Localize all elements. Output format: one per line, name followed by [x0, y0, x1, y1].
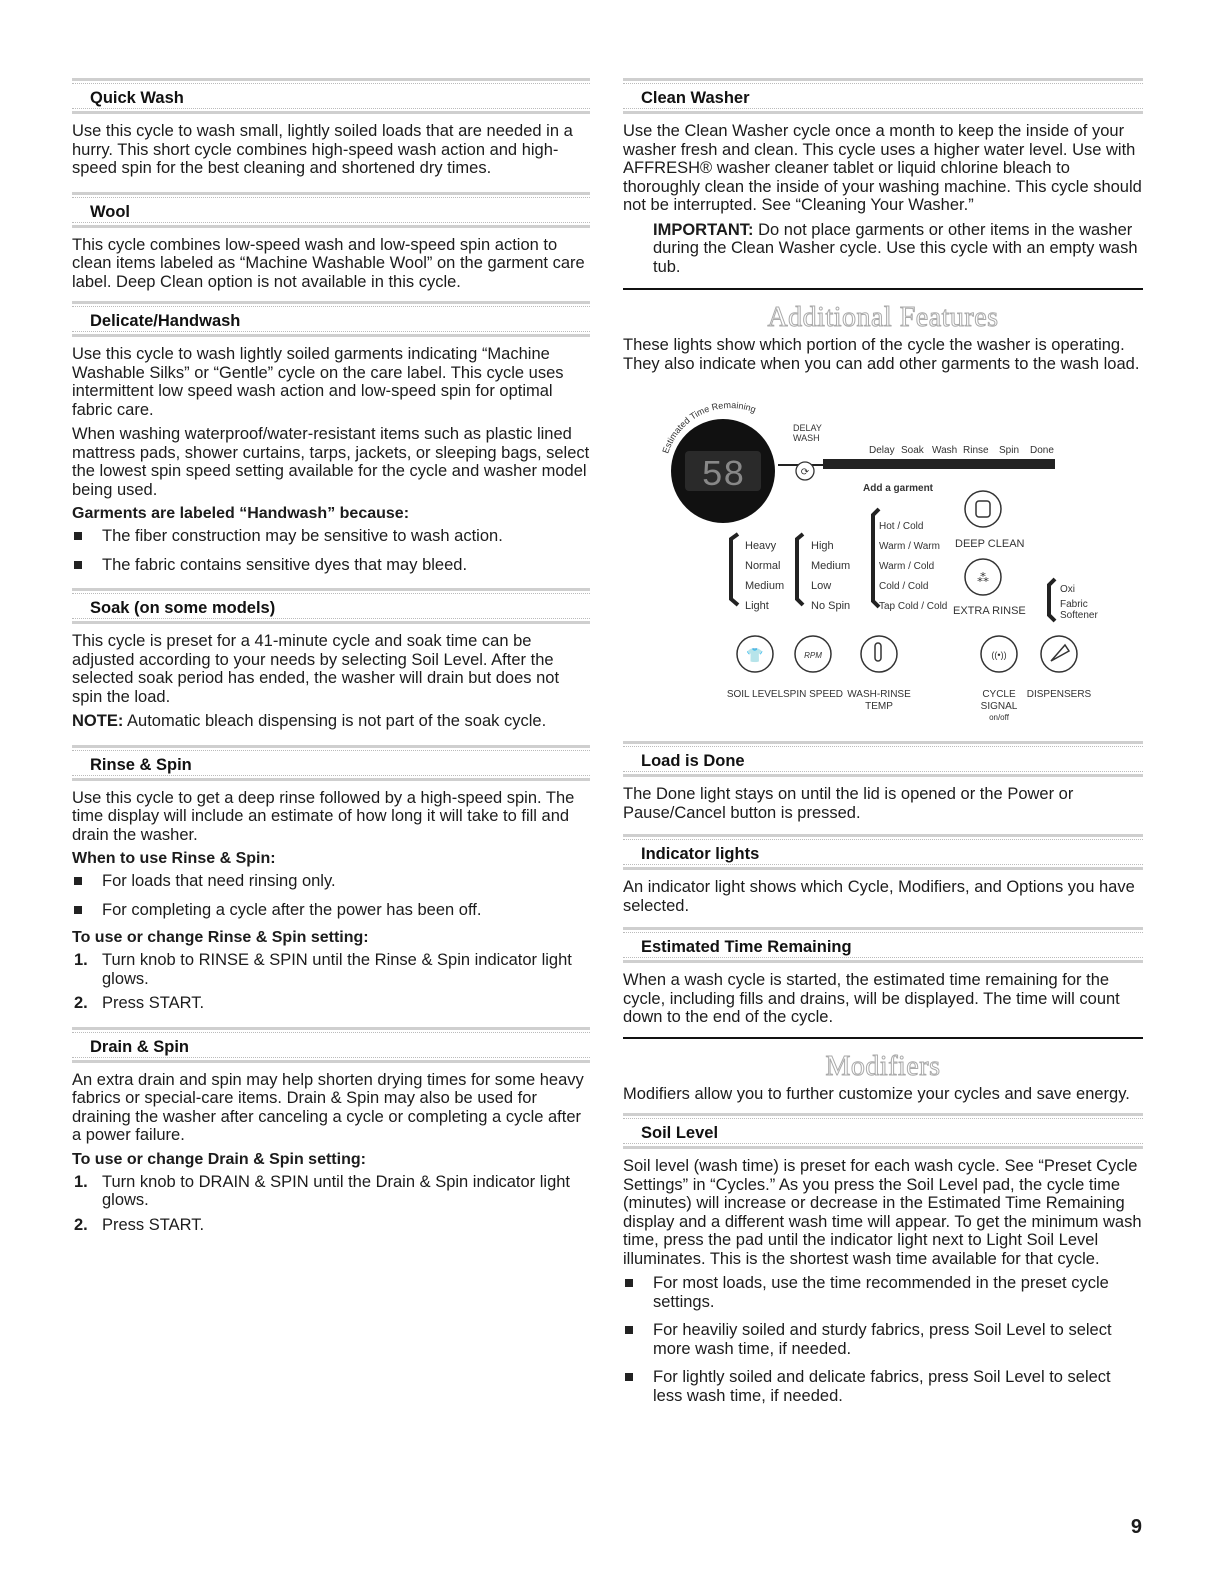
soil-bracket: [731, 534, 738, 605]
cycle-progress-bar: [823, 459, 1055, 469]
soak-body: This cycle is preset for a 41-minute cycle and soak time can be adjusted according to your needs by selecting Soil Level. After the selected soak period has ended, the washer will drain but does not spin the load.: [72, 632, 560, 706]
section-header-load-done: Load is Done: [623, 741, 1143, 777]
rinse-spin-sub-2: To use or change Rinse & Spin setting:: [72, 929, 369, 946]
dispenser-bracket: [1049, 579, 1055, 621]
deep-clean-label: DEEP CLEAN: [955, 538, 1025, 550]
temp-hot-cold: Hot / Cold: [879, 521, 924, 532]
drain-spin-steps: [72, 1173, 590, 1235]
section-header-soil-level: Soil Level: [623, 1113, 1143, 1149]
on-off-label: on/off: [989, 713, 1009, 722]
wash-rinse-label: WASH-RINSE: [847, 689, 911, 700]
list-item: For most loads, use the time recommended in the preset cycle settings.: [623, 1274, 1143, 1311]
section-header-soak: Soak (on some models): [72, 588, 590, 624]
rinse-spin-bullets: [72, 872, 590, 919]
drain-spin-body: An extra drain and spin may help shorten drying times for some heavy fabrics or special-care items. Drain & Spin may also be used for draining the washer after canceling a cycle or completing a cycle after a power failure.: [72, 1070, 584, 1144]
wash-label: WASH: [793, 433, 820, 443]
indicator-body: An indicator light shows which Cycle, Modifiers, and Options you have selected.: [623, 878, 1135, 915]
dispenser-oxi: Oxi: [1060, 584, 1075, 595]
soil-level-body: Soil level (wash time) is preset for each wash cycle. See “Preset Cycle Settings” in “Cycles.” As you press the Soil Level pad, the cycle time (minutes) will increase or decrease in the Estimated Time Remaining display and a different wash time will appear. To get the minimum wash time, press the pad until the indicator light next to Light Soil Level illuminates. This is the shortest wash time available for that cycle.: [623, 1157, 1142, 1268]
page-number: 9: [1130, 1516, 1142, 1538]
spin-low: Low: [811, 580, 832, 592]
control-panel-svg: [623, 379, 1143, 729]
list-item: 1. Turn knob to DRAIN & SPIN until the Drain & Spin indicator light glows.: [74, 1172, 571, 1209]
modifiers-body: Modifiers allow you to further customize your cycles and save energy.: [623, 1084, 1130, 1103]
list-item: 2. Press START.: [74, 1215, 205, 1234]
quick-wash-body: Use this cycle to wash small, lightly soiled loads that are needed in a hurry. This short cycle combines high-speed wash action and high-speed spin for the best cleaning and shortened dry times.: [72, 122, 573, 177]
stage-wash: Wash: [932, 445, 958, 456]
soil-normal: Normal: [745, 560, 781, 572]
list-item: For loads that need rinsing only.: [72, 872, 590, 891]
deep-clean-icon: [965, 491, 1001, 527]
rpm-glyph: RPM: [804, 651, 822, 660]
est-remaining-body: When a wash cycle is started, the estimated time remaining for the cycle, including fills and drains, will be displayed. The time will count down to the end of the cycle.: [623, 971, 1120, 1026]
est-time-label: Estimated Time Remaining: [660, 399, 758, 455]
section-header-wool: Wool: [72, 192, 590, 228]
time-display-digits: 58: [701, 455, 745, 496]
section-header-drain-spin: Drain & Spin: [72, 1027, 590, 1063]
right-column: [623, 72, 1143, 1415]
spin-no-spin: No Spin: [811, 600, 851, 612]
additional-features-body: These lights show which portion of the cycle the washer is operating. They also indicate when you can add other garments to the wash load.: [623, 336, 1140, 373]
delay-label: DELAY: [793, 423, 822, 433]
wool-body: This cycle combines low-speed wash and low-speed spin action to clean items labeled as “Machine Washable Wool” on the garment care label. Deep Clean option is not available in this cycle.: [72, 235, 585, 291]
delicate-body-2: When washing waterproof/water-resistant items such as plastic lined mattress pads, shower curtains, tarps, jackets, or sleeping bags, select the lowest spin speed setting available for the cycle and washer model being used.: [72, 425, 590, 499]
rinse-spin-sub-1: When to use Rinse & Spin:: [72, 850, 276, 867]
delicate-subheading: Garments are labeled “Handwash” because:: [72, 505, 410, 522]
stage-spin: Spin: [999, 445, 1020, 456]
drain-spin-sub: To use or change Drain & Spin setting:: [72, 1150, 366, 1168]
list-item: 1. Turn knob to RINSE & SPIN until the Rinse & Spin indicator light glows.: [74, 951, 572, 988]
section-header-indicator: Indicator lights: [623, 834, 1143, 870]
additional-features-heading: Additional Features: [623, 288, 1143, 346]
section-header-quick-wash: Quick Wash: [72, 78, 590, 114]
section-header-delicate: Delicate/Handwash: [72, 301, 590, 337]
extra-rinse-label: EXTRA RINSE: [953, 605, 1026, 617]
clean-washer-important: IMPORTANT: Do not place garments or other items in the washer during the Clean Washer cycle. Use this cycle with an empty wash tub.: [653, 220, 1138, 276]
spin-speed-label: SPIN SPEED: [782, 689, 844, 700]
temp-label: TEMP: [865, 701, 893, 712]
spin-high: High: [811, 540, 834, 552]
soil-heavy: Heavy: [745, 540, 777, 552]
add-garment-glyph: ⟳: [800, 467, 810, 478]
temp-warm-cold: Warm / Cold: [879, 561, 935, 572]
dispenser-fabric: Fabric: [1060, 599, 1088, 610]
spin-medium: Medium: [811, 560, 851, 572]
stage-done: Done: [1030, 445, 1054, 456]
add-garment-label: Add a garment: [863, 483, 934, 494]
dispensers-button-icon: [1041, 636, 1077, 672]
list-item: The fiber construction may be sensitive to wash action.: [72, 527, 590, 546]
section-header-rinse-spin: Rinse & Spin: [72, 745, 590, 781]
temp-cold-cold: Cold / Cold: [879, 581, 929, 592]
section-header-clean-washer: Clean Washer: [623, 78, 1143, 114]
list-item: The fabric contains sensitive dyes that may bleed.: [72, 556, 590, 575]
soil-level-label: SOIL LEVEL: [726, 689, 784, 700]
delicate-bullets: [72, 527, 590, 574]
modifiers-heading: Modifiers: [623, 1037, 1143, 1095]
delicate-body-1: Use this cycle to wash lightly soiled garments indicating “Machine Washable Silks” or “Gentle” cycle on the care label. This cycle uses intermittent low speed wash action and low-speed spin for optimal fabric care.: [72, 345, 564, 419]
soil-level-bullets: [623, 1274, 1143, 1405]
list-item: For heaviliy soiled and sturdy fabrics, press Soil Level to select more wash time, if needed.: [623, 1321, 1143, 1358]
soil-medium: Medium: [745, 580, 785, 592]
signal-label: SIGNAL: [980, 701, 1018, 712]
extra-rinse-glyph: ⁂: [977, 571, 989, 585]
control-panel-illustration: [623, 379, 1143, 729]
temp-warm-warm: Warm / Warm: [879, 541, 940, 552]
temp-tap-cold: Tap Cold / Cold: [879, 601, 948, 612]
cycle-label: CYCLE: [982, 689, 1016, 700]
section-header-est-remaining: Estimated Time Remaining: [623, 927, 1143, 963]
rinse-spin-body: Use this cycle to get a deep rinse followed by a high-speed spin. The time display will include an estimate of how long it will take to fill and drain the washer.: [72, 788, 575, 844]
stage-soak: Soak: [901, 445, 924, 456]
stage-delay: Delay: [869, 445, 895, 456]
list-item: 2. Press START.: [74, 994, 205, 1012]
soil-light: Light: [745, 600, 769, 612]
list-item: For completing a cycle after the power has been off.: [72, 901, 590, 920]
signal-glyph: ((•)): [991, 650, 1007, 660]
soil-level-glyph: 👕: [746, 647, 764, 663]
stage-rinse: Rinse: [963, 445, 989, 456]
load-done-body: The Done light stays on until the lid is opened or the Power or Pause/Cancel button is pressed.: [623, 785, 1074, 822]
list-item: For lightly soiled and delicate fabrics, press Soil Level to select less wash time, if needed.: [623, 1368, 1143, 1405]
soak-note: NOTE: Automatic bleach dispensing is not part of the soak cycle.: [72, 712, 547, 730]
dispenser-softener: Softener: [1060, 610, 1098, 621]
clean-washer-body: Use the Clean Washer cycle once a month to keep the inside of your washer fresh and clean. This cycle uses a higher water level. Use with AFFRESH® washer cleaner tablet or liquid chlorine bleach to thoroughly clean the inside of your washing machine. This cycle should not be interrupted. See “Cleaning Your Washer.”: [623, 122, 1142, 214]
left-column: [72, 72, 590, 1242]
spin-bracket: [797, 534, 803, 605]
temp-button-icon: [861, 636, 897, 672]
dispensers-label: DISPENSERS: [1026, 689, 1092, 700]
rinse-spin-steps: [72, 951, 590, 1013]
